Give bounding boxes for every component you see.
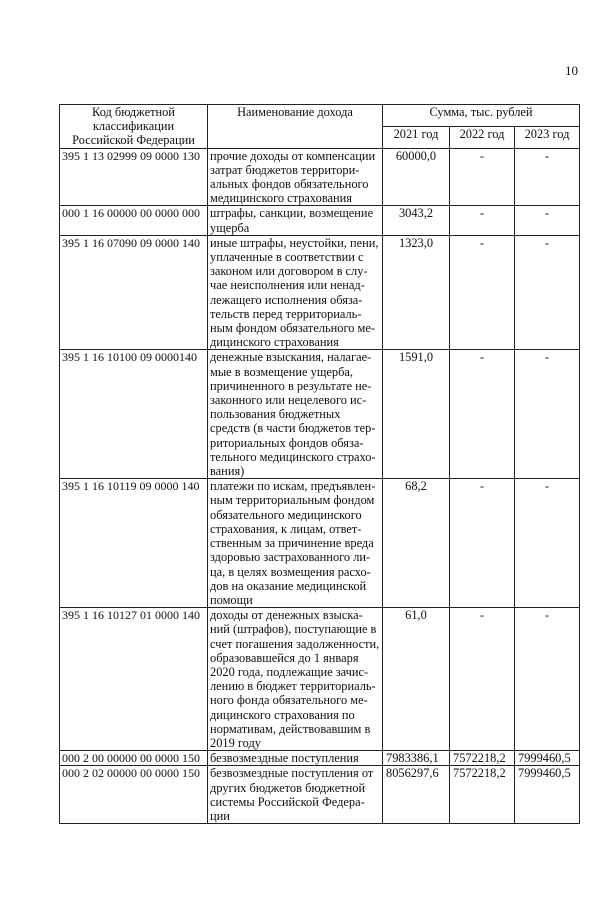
table-row	[60, 766, 580, 824]
row-code: 000 1 16 00000 00 0000 000	[60, 206, 208, 235]
revenue-table	[59, 104, 580, 824]
table-row	[60, 479, 580, 608]
row-value-2022: -	[450, 206, 515, 235]
table-row	[60, 751, 580, 766]
row-value-2021: 3043,2	[383, 206, 450, 235]
header-year-2023: 2023 год	[515, 126, 580, 148]
row-name: доходы от денежных взыска-ний (штрафов), поступающие в счет погашения задолженности, образовавшейся до 1 января 2020 года, подлежащие зачис-лению в бюджет территориаль-ного фонда обязательного ме-дицинского страхования по нормативам, действовавшим в 2019 году	[208, 608, 383, 751]
row-value-2023: 7999460,5	[515, 766, 580, 824]
row-code: 395 1 16 10100 09 0000140	[60, 350, 208, 479]
table-row	[60, 206, 580, 235]
row-code: 395 1 13 02999 09 0000 130	[60, 148, 208, 206]
row-name: безвозмездные поступления	[208, 751, 383, 766]
row-value-2023: -	[515, 608, 580, 751]
row-value-2021: 7983386,1	[383, 751, 450, 766]
row-value-2021: 68,2	[383, 479, 450, 608]
row-value-2022: -	[450, 608, 515, 751]
header-sum: Сумма, тыс. рублей	[383, 105, 580, 127]
table-row	[60, 235, 580, 350]
row-value-2021: 61,0	[383, 608, 450, 751]
row-code: 000 2 00 00000 00 0000 150	[60, 751, 208, 766]
row-value-2021: 60000,0	[383, 148, 450, 206]
header-year-2022: 2022 год	[450, 126, 515, 148]
row-code: 395 1 16 07090 09 0000 140	[60, 235, 208, 350]
row-value-2022: -	[450, 235, 515, 350]
row-code: 395 1 16 10127 01 0000 140	[60, 608, 208, 751]
row-value-2022: 7572218,2	[450, 766, 515, 824]
table-row	[60, 350, 580, 479]
row-value-2023: 7999460,5	[515, 751, 580, 766]
row-name: денежные взыскания, налагае-мые в возмещение ущерба, причиненного в результате не-законного или нецелевого ис-пользования бюджетных средств (в части бюджетов тер-риториальных фондов обяза-тельного медицинского страхо-вания)	[208, 350, 383, 479]
row-value-2023: -	[515, 206, 580, 235]
row-value-2022: -	[450, 148, 515, 206]
header-code: Код бюджетной классификации Российской Федерации	[60, 105, 208, 149]
row-value-2022: -	[450, 479, 515, 608]
row-value-2022: -	[450, 350, 515, 479]
row-value-2021: 8056297,6	[383, 766, 450, 824]
table-row	[60, 608, 580, 751]
row-value-2022: 7572218,2	[450, 751, 515, 766]
row-value-2023: -	[515, 350, 580, 479]
row-code: 395 1 16 10119 09 0000 140	[60, 479, 208, 608]
row-value-2021: 1591,0	[383, 350, 450, 479]
row-name: иные штрафы, неустойки, пени, уплаченные в соответствии с законом или договором в слу-чае неисполнения или ненад-лежащего исполнения обяза-тельств перед территориаль-ным фондом обязательного ме-дицинского страхования	[208, 235, 383, 350]
table-row	[60, 148, 580, 206]
row-name: безвозмездные поступления от других бюджетов бюджетной системы Российской Федера-ции	[208, 766, 383, 824]
row-value-2023: -	[515, 479, 580, 608]
row-value-2023: -	[515, 235, 580, 350]
header-year-2021: 2021 год	[383, 126, 450, 148]
row-value-2021: 1323,0	[383, 235, 450, 350]
row-value-2023: -	[515, 148, 580, 206]
row-name: штрафы, санкции, возмещение ущерба	[208, 206, 383, 235]
page-number: 10	[565, 63, 578, 78]
row-code: 000 2 02 00000 00 0000 150	[60, 766, 208, 824]
row-name: прочие доходы от компенсации затрат бюджетов территори-альных фондов обязательного медицинского страхования	[208, 148, 383, 206]
row-name: платежи по искам, предъявлен-ным территориальным фондом обязательного медицинского страхования, к лицам, ответ-ственным за причинение вреда здоровью застрахованного ли-ца, в целях возмещения расхо-дов на оказание медицинской помощи	[208, 479, 383, 608]
header-name: Наименование дохода	[208, 105, 383, 149]
